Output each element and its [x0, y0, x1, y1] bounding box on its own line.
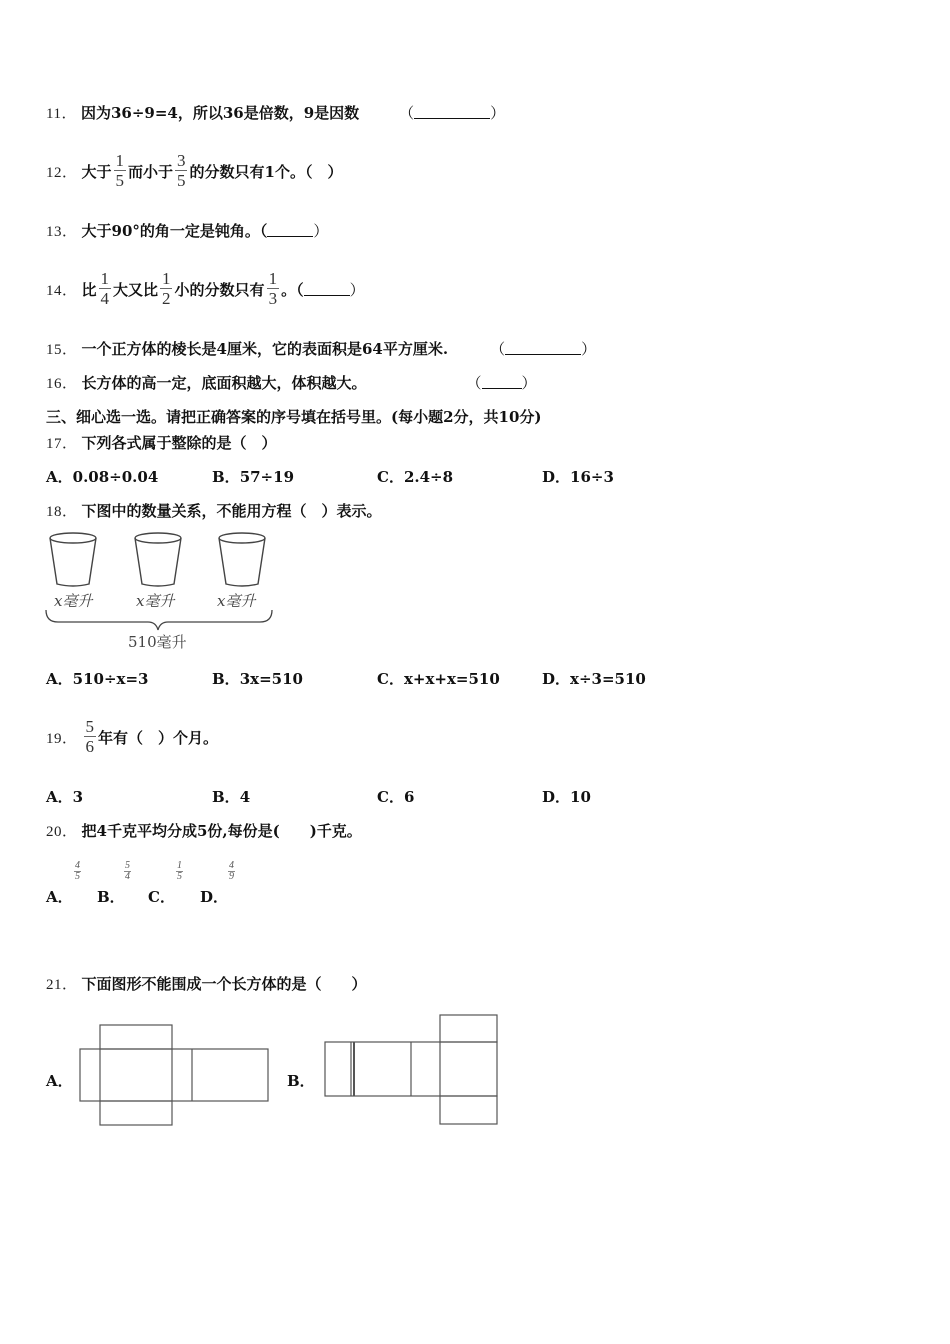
denominator: 4: [125, 871, 130, 882]
option-a-fraction: [74, 861, 81, 882]
question-text: 小的分数只有: [174, 280, 265, 299]
question-number: 17．: [46, 436, 78, 452]
numerator: 4: [229, 860, 234, 871]
question-text: 下列各式属于整除的是（ ）: [81, 434, 277, 452]
option-label: A．: [46, 788, 73, 806]
option-text: 4: [239, 788, 251, 806]
cup-label: x毫升: [136, 592, 175, 610]
cups-figure: [40, 526, 280, 656]
brace: [46, 610, 272, 630]
paren-right: ）: [313, 222, 329, 240]
question-text: 大于90°的角一定是钝角。（: [81, 222, 268, 240]
option-c[interactable]: [377, 786, 414, 807]
option-d[interactable]: [542, 786, 591, 807]
numerator: 5: [85, 717, 95, 736]
question-number: 19．: [46, 730, 78, 747]
numerator: 1: [162, 269, 171, 288]
option-a[interactable]: [46, 786, 83, 807]
cup-label: x毫升: [217, 592, 256, 610]
option-d[interactable]: [200, 886, 228, 907]
question-11: [46, 102, 505, 123]
option-text: 10: [570, 788, 591, 806]
answer-blank[interactable]: [304, 283, 350, 296]
option-a[interactable]: [46, 1070, 73, 1091]
answer-blank[interactable]: [505, 342, 581, 355]
paren-right: ）: [581, 340, 597, 358]
paren-right: ）: [490, 104, 506, 122]
option-text: 57÷19: [239, 468, 295, 486]
paren-right: ）: [521, 374, 537, 392]
question-12: [46, 137, 343, 205]
cup-2: [135, 533, 181, 586]
paren-left: （: [466, 374, 482, 392]
option-text: x+x+x=510: [403, 670, 500, 688]
option-c[interactable]: [377, 668, 500, 689]
option-text: x÷3=510: [570, 670, 646, 688]
option-text: 6: [403, 788, 415, 806]
denominator: 5: [177, 871, 182, 882]
option-label: A．: [46, 1072, 73, 1090]
option-d[interactable]: [542, 466, 614, 487]
question-17: [46, 432, 277, 453]
denominator: 5: [177, 171, 186, 190]
option-b[interactable]: [97, 886, 125, 907]
option-a[interactable]: [46, 466, 158, 487]
answer-blank[interactable]: [267, 224, 313, 237]
question-18: [46, 500, 382, 521]
fraction: [267, 271, 280, 307]
option-b[interactable]: [212, 786, 250, 807]
option-b[interactable]: [212, 668, 303, 689]
option-label: C．: [377, 670, 404, 688]
question-number: 15．: [46, 342, 78, 358]
option-label: B．: [287, 1072, 315, 1090]
denominator: 6: [85, 737, 95, 756]
question-text: 比: [81, 280, 97, 299]
numerator: 1: [100, 269, 110, 288]
option-text: 2.4÷8: [403, 468, 454, 486]
option-label: A．: [46, 468, 73, 486]
option-text: 0.08÷0.04: [72, 468, 159, 486]
question-14: [46, 255, 365, 323]
fraction: [175, 153, 188, 189]
question-text: 。（: [281, 280, 304, 299]
option-label: D．: [200, 888, 229, 906]
option-text: 510÷x=3: [72, 670, 149, 688]
question-13: [46, 220, 328, 241]
option-text: 16÷3: [570, 468, 614, 486]
option-label: D．: [542, 670, 571, 688]
cup-1: [50, 533, 96, 586]
option-label: B．: [212, 468, 240, 486]
question-19: [46, 703, 218, 771]
question-text: 大于: [81, 162, 112, 181]
question-text: 长方体的高一定，底面积越大，体积越大。: [81, 374, 367, 392]
question-text: 下面图形不能围成一个长方体的是（ ）: [81, 975, 367, 993]
option-label: B．: [97, 888, 125, 906]
numerator: 1: [268, 269, 278, 288]
section-heading: [46, 406, 542, 427]
option-c[interactable]: [148, 886, 175, 907]
option-b[interactable]: [287, 1070, 315, 1091]
option-label: A．: [46, 888, 73, 906]
net-figure-b: [322, 1012, 502, 1128]
question-number: 16．: [46, 376, 78, 392]
question-text: 而小于: [128, 162, 174, 181]
question-15: [46, 338, 596, 359]
question-number: 12．: [46, 164, 78, 181]
numerator: 5: [125, 860, 130, 871]
fraction: [84, 719, 97, 755]
fraction: [99, 271, 112, 307]
paren-left: （: [490, 340, 506, 358]
option-label: B．: [212, 788, 240, 806]
question-text: 因为36÷9=4，所以36是倍数，9是因数: [80, 104, 360, 122]
option-text: 3: [72, 788, 84, 806]
option-label: A．: [46, 670, 73, 688]
option-c-fraction: [176, 861, 183, 882]
question-20: [46, 820, 362, 841]
option-d[interactable]: [542, 668, 646, 689]
fraction: [160, 271, 173, 307]
question-number: 21．: [46, 977, 78, 993]
option-label: C．: [148, 888, 175, 906]
option-label: C．: [377, 468, 404, 486]
option-b[interactable]: [212, 466, 294, 487]
net-figure-a: [78, 1022, 270, 1128]
question-text: 大又比: [113, 280, 159, 299]
numerator: 3: [177, 151, 186, 170]
answer-blank[interactable]: [414, 106, 490, 119]
cup-3: [219, 533, 265, 586]
denominator: 3: [268, 289, 278, 308]
question-number: 11．: [46, 106, 77, 122]
section-title: 三、细心选一选。请把正确答案的序号填在括号里。(每小题2分，共10分): [46, 408, 542, 426]
option-b-fraction: [124, 861, 131, 882]
question-text: 年有（ ）个月。: [98, 728, 219, 747]
question-number: 20．: [46, 824, 78, 840]
denominator: 2: [162, 289, 171, 308]
question-text: 一个正方体的棱长是4厘米，它的表面积是64平方厘米.: [81, 340, 449, 358]
option-c[interactable]: [377, 466, 453, 487]
question-text: 把4千克平均分成5份,每份是( )千克。: [81, 822, 362, 840]
numerator: 1: [177, 860, 182, 871]
option-a[interactable]: [46, 668, 148, 689]
question-number: 14．: [46, 282, 78, 299]
option-label: D．: [542, 468, 571, 486]
numerator: 4: [75, 860, 80, 871]
question-number: 18．: [46, 504, 78, 520]
cup-label: x毫升: [54, 592, 93, 610]
answer-blank[interactable]: [482, 376, 522, 389]
question-text: 的分数只有1个。（ ）: [189, 162, 343, 181]
option-a[interactable]: [46, 886, 73, 907]
denominator: 4: [100, 289, 110, 308]
question-16: [46, 372, 537, 393]
denominator: 9: [229, 871, 234, 882]
option-label: B．: [212, 670, 240, 688]
fraction: [114, 153, 127, 189]
option-d-fraction: [228, 861, 235, 882]
paren-left: （: [399, 104, 415, 122]
total-label: 510毫升: [128, 633, 187, 651]
question-number: 13．: [46, 224, 78, 240]
denominator: 5: [115, 171, 125, 190]
paren-right: ）: [349, 280, 365, 299]
numerator: 1: [115, 151, 125, 170]
question-21: [46, 973, 367, 994]
option-label: D．: [542, 788, 571, 806]
denominator: 5: [75, 871, 80, 882]
option-text: 3x=510: [239, 670, 303, 688]
question-text: 下图中的数量关系，不能用方程（ ）表示。: [81, 502, 382, 520]
option-label: C．: [377, 788, 404, 806]
